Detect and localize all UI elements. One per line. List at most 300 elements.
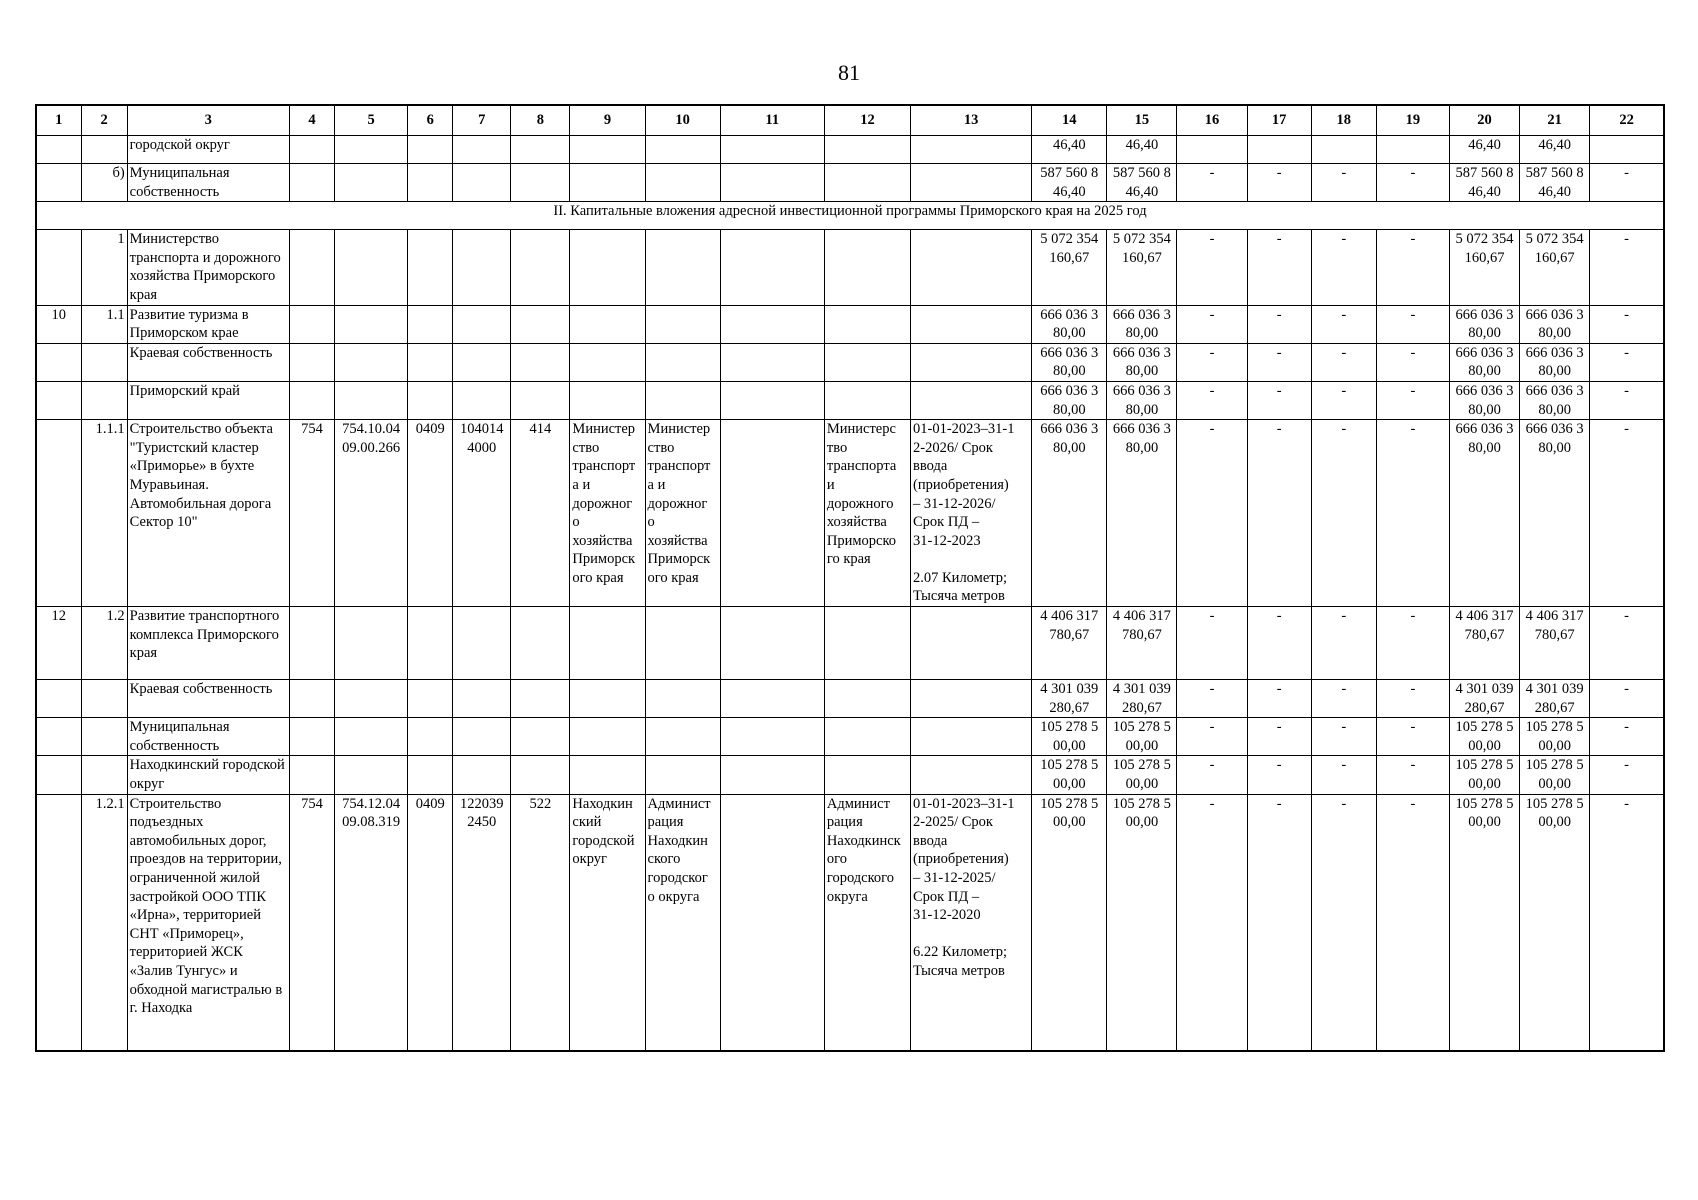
table-cell-col-5 [335,381,408,419]
table-cell-col-12 [824,756,910,794]
table-cell-col-11 [720,794,824,1051]
table-cell-col-18: - [1311,164,1376,202]
column-header-7: 7 [453,105,511,136]
table-cell-col-12 [824,305,910,343]
table-cell-col-4 [289,136,334,164]
table-row [36,230,1664,305]
section-title: II. Капитальные вложения адресной инвестиционной программы Приморского края на 2025 год [36,202,1664,230]
table-cell-col-17 [1247,136,1311,164]
table-cell-col-17: - [1247,680,1311,718]
table-cell-col-4 [289,756,334,794]
table-cell-col-6 [408,305,453,343]
table-cell-col-3: Краевая собственность [127,343,289,381]
table-cell-col-11 [720,718,824,756]
table-cell-col-19: - [1376,381,1449,419]
table-cell-col-20: 587 560 8 46,40 [1449,164,1519,202]
table-cell-col-21: 666 036 3 80,00 [1520,343,1590,381]
table-cell-col-5: 754.10.04 09.00.266 [335,420,408,607]
table-cell-col-10 [645,343,720,381]
table-cell-col-6 [408,164,453,202]
table-cell-col-22: - [1590,607,1664,680]
column-header-12: 12 [824,105,910,136]
table-cell-col-16: - [1177,420,1247,607]
table-row [36,680,1664,718]
table-cell-col-2: 1.2.1 [81,794,127,1051]
table-cell-col-8 [511,607,570,680]
table-cell-col-19: - [1376,230,1449,305]
table-row [36,381,1664,419]
table-cell-col-13: 01-01-2023–31-1 2-2025/ Срок ввода (приобретения) – 31-12-2025/ Срок ПД – 31-12-2020 6.22 Километр; Тысяча метров [911,794,1032,1051]
table-cell-col-20: 666 036 3 80,00 [1449,305,1519,343]
table-cell-col-13: 01-01-2023–31-1 2-2026/ Срок ввода (приобретения) – 31-12-2026/ Срок ПД – 31-12-2023 2.07 Километр; Тысяча метров [911,420,1032,607]
table-cell-col-20: 666 036 3 80,00 [1449,343,1519,381]
table-cell-col-5 [335,305,408,343]
table-cell-col-7 [453,343,511,381]
table-cell-col-8 [511,230,570,305]
table-cell-col-6 [408,756,453,794]
table-cell-col-8 [511,680,570,718]
table-cell-col-10 [645,756,720,794]
column-header-13: 13 [911,105,1032,136]
column-header-20: 20 [1449,105,1519,136]
table-cell-col-19: - [1376,164,1449,202]
table-cell-col-22: - [1590,230,1664,305]
table-cell-col-4: 754 [289,794,334,1051]
table-cell-col-15: 666 036 3 80,00 [1107,305,1177,343]
table-cell-col-3: Строительство объекта "Туристский кластер «Приморье» в бухте Муравьиная. Автомобильная дорога Сектор 10" [127,420,289,607]
table-cell-col-14: 105 278 5 00,00 [1032,794,1107,1051]
table-cell-col-2: 1.1.1 [81,420,127,607]
table-cell-col-1: 10 [36,305,81,343]
table-cell-col-21: 105 278 5 00,00 [1520,756,1590,794]
table-cell-col-16: - [1177,794,1247,1051]
column-header-6: 6 [408,105,453,136]
table-cell-col-17: - [1247,718,1311,756]
column-header-5: 5 [335,105,408,136]
table-cell-col-18: - [1311,756,1376,794]
table-cell-col-9 [570,381,645,419]
table-cell-col-16: - [1177,607,1247,680]
column-header-15: 15 [1107,105,1177,136]
table-cell-col-21: 587 560 8 46,40 [1520,164,1590,202]
table-cell-col-21: 5 072 354 160,67 [1520,230,1590,305]
table-cell-col-3: Муниципальная собственность [127,718,289,756]
table-row [36,718,1664,756]
table-cell-col-8 [511,381,570,419]
table-cell-col-9 [570,607,645,680]
table-cell-col-14: 46,40 [1032,136,1107,164]
table-cell-col-12 [824,136,910,164]
table-cell-col-21: 105 278 5 00,00 [1520,718,1590,756]
table-cell-col-16: - [1177,305,1247,343]
table-cell-col-17: - [1247,343,1311,381]
table-cell-col-14: 666 036 3 80,00 [1032,305,1107,343]
table-cell-col-19: - [1376,756,1449,794]
table-cell-col-18: - [1311,718,1376,756]
table-cell-col-8 [511,136,570,164]
table-cell-col-22: - [1590,343,1664,381]
table-cell-col-21: 666 036 3 80,00 [1520,381,1590,419]
table-cell-col-21: 4 406 317 780,67 [1520,607,1590,680]
table-cell-col-13 [911,718,1032,756]
table-cell-col-7 [453,381,511,419]
table-cell-col-1 [36,381,81,419]
table-cell-col-8 [511,343,570,381]
table-cell-col-7 [453,164,511,202]
column-header-19: 19 [1376,105,1449,136]
column-header-2: 2 [81,105,127,136]
table-cell-col-16: - [1177,756,1247,794]
column-header-21: 21 [1520,105,1590,136]
table-cell-col-2: 1.2 [81,607,127,680]
table-cell-col-3: Краевая собственность [127,680,289,718]
table-cell-col-12 [824,381,910,419]
table-cell-col-22: - [1590,305,1664,343]
table-cell-col-6 [408,230,453,305]
table-cell-col-5 [335,230,408,305]
column-header-16: 16 [1177,105,1247,136]
table-cell-col-5 [335,343,408,381]
table-cell-col-19: - [1376,305,1449,343]
table-cell-col-4 [289,164,334,202]
table-cell-col-3: Министерство транспорта и дорожного хозяйства Приморского края [127,230,289,305]
table-cell-col-9 [570,718,645,756]
table-cell-col-3: Приморский край [127,381,289,419]
column-header-22: 22 [1590,105,1664,136]
table-row [36,607,1664,680]
table-cell-col-19: - [1376,343,1449,381]
table-cell-col-14: 587 560 8 46,40 [1032,164,1107,202]
table-row [36,343,1664,381]
table-cell-col-9: Находкин ский городской округ [570,794,645,1051]
table-cell-col-10: Министер ство транспорт а и дорожног о хозяйства Приморск ого края [645,420,720,607]
table-cell-col-1 [36,343,81,381]
table-cell-col-9 [570,164,645,202]
table-cell-col-13 [911,756,1032,794]
table-cell-col-12 [824,164,910,202]
column-header-1: 1 [36,105,81,136]
table-cell-col-14: 666 036 3 80,00 [1032,343,1107,381]
column-header-3: 3 [127,105,289,136]
table-cell-col-21: 4 301 039 280,67 [1520,680,1590,718]
table-cell-col-19: - [1376,420,1449,607]
table-cell-col-15: 105 278 5 00,00 [1107,756,1177,794]
table-row [36,305,1664,343]
table-cell-col-19: - [1376,718,1449,756]
column-header-18: 18 [1311,105,1376,136]
table-cell-col-6: 0409 [408,794,453,1051]
table-row [36,794,1664,1051]
table-cell-col-22: - [1590,164,1664,202]
table-cell-col-8 [511,305,570,343]
table-cell-col-4 [289,381,334,419]
table-cell-col-19: - [1376,680,1449,718]
table-cell-col-21: 666 036 3 80,00 [1520,305,1590,343]
table-cell-col-16: - [1177,343,1247,381]
table-cell-col-7 [453,136,511,164]
table-cell-col-11 [720,343,824,381]
table-cell-col-9 [570,305,645,343]
table-cell-col-2 [81,136,127,164]
table-cell-col-2 [81,756,127,794]
table-cell-col-18: - [1311,381,1376,419]
table-cell-col-7 [453,607,511,680]
table-cell-col-2 [81,718,127,756]
section-row [36,202,1664,230]
table-cell-col-16: - [1177,718,1247,756]
table-cell-col-20: 5 072 354 160,67 [1449,230,1519,305]
table-cell-col-8: 414 [511,420,570,607]
table-cell-col-9 [570,230,645,305]
table-cell-col-11 [720,164,824,202]
table-cell-col-7 [453,230,511,305]
table-cell-col-18: - [1311,680,1376,718]
table-cell-col-13 [911,230,1032,305]
table-cell-col-9: Министер ство транспорт а и дорожног о хозяйства Приморск ого края [570,420,645,607]
table-cell-col-18: - [1311,343,1376,381]
table-cell-col-22 [1590,136,1664,164]
table-cell-col-1 [36,164,81,202]
table-cell-col-12 [824,343,910,381]
table-cell-col-5 [335,164,408,202]
table-cell-col-4 [289,718,334,756]
table-cell-col-18: - [1311,305,1376,343]
table-cell-col-4 [289,230,334,305]
table-cell-col-18: - [1311,230,1376,305]
table-cell-col-17: - [1247,164,1311,202]
table-cell-col-10 [645,381,720,419]
table-cell-col-22: - [1590,680,1664,718]
table-cell-col-11 [720,420,824,607]
table-cell-col-1 [36,718,81,756]
table-cell-col-22: - [1590,794,1664,1051]
table-cell-col-12 [824,680,910,718]
table-cell-col-6 [408,680,453,718]
table-cell-col-10 [645,136,720,164]
table-cell-col-22: - [1590,381,1664,419]
table-cell-col-2 [81,343,127,381]
table-cell-col-12: Министерс тво транспорта и дорожного хозяйства Приморско го края [824,420,910,607]
table-cell-col-16 [1177,136,1247,164]
table-cell-col-5 [335,756,408,794]
table-cell-col-22: - [1590,756,1664,794]
table-cell-col-13 [911,607,1032,680]
table-cell-col-15: 666 036 3 80,00 [1107,343,1177,381]
table-cell-col-3: Муниципальная собственность [127,164,289,202]
table-cell-col-12 [824,230,910,305]
table-cell-col-6 [408,381,453,419]
column-header-8: 8 [511,105,570,136]
table-cell-col-11 [720,230,824,305]
table-cell-col-18: - [1311,420,1376,607]
table-cell-col-16: - [1177,680,1247,718]
table-cell-col-22: - [1590,718,1664,756]
table-cell-col-6 [408,607,453,680]
table-cell-col-14: 666 036 3 80,00 [1032,420,1107,607]
table-cell-col-15: 4 406 317 780,67 [1107,607,1177,680]
table-cell-col-13 [911,164,1032,202]
table-cell-col-1 [36,794,81,1051]
table-cell-col-6 [408,718,453,756]
table-cell-col-19: - [1376,607,1449,680]
table-cell-col-13 [911,305,1032,343]
table-cell-col-2: 1 [81,230,127,305]
table-cell-col-8: 522 [511,794,570,1051]
table-cell-col-10 [645,718,720,756]
table-cell-col-15: 46,40 [1107,136,1177,164]
table-cell-col-14: 5 072 354 160,67 [1032,230,1107,305]
column-header-17: 17 [1247,105,1311,136]
table-cell-col-8 [511,718,570,756]
table-cell-col-16: - [1177,230,1247,305]
table-cell-col-10 [645,305,720,343]
column-header-11: 11 [720,105,824,136]
table-cell-col-4: 754 [289,420,334,607]
page-number: 81 [838,60,860,85]
table-cell-col-5 [335,680,408,718]
table-cell-col-7: 104014 4000 [453,420,511,607]
table-cell-col-1 [36,756,81,794]
table-cell-col-16: - [1177,164,1247,202]
table-cell-col-6: 0409 [408,420,453,607]
table-cell-col-4 [289,607,334,680]
table-cell-col-12: Админист рация Находкинск ого городского округа [824,794,910,1051]
table-cell-col-2 [81,680,127,718]
table-cell-col-20: 4 301 039 280,67 [1449,680,1519,718]
table-cell-col-20: 4 406 317 780,67 [1449,607,1519,680]
table-cell-col-17: - [1247,230,1311,305]
table-cell-col-3: Строительство подъездных автомобильных дорог, проездов на территории, ограниченной жилой застройкой ООО ТПК «Ирна», территорией СНТ «Приморец», территорией ЖСК «Залив Тунгус» и обходной магистралью в г. Находка [127,794,289,1051]
table-cell-col-14: 666 036 3 80,00 [1032,381,1107,419]
table-cell-col-7 [453,756,511,794]
table-cell-col-6 [408,343,453,381]
table-cell-col-5: 754.12.04 09.08.319 [335,794,408,1051]
investment-table [35,104,1665,1052]
table-cell-col-12 [824,718,910,756]
table-cell-col-15: 4 301 039 280,67 [1107,680,1177,718]
table-cell-col-18: - [1311,794,1376,1051]
table-cell-col-5 [335,607,408,680]
table-cell-col-3: городской округ [127,136,289,164]
table-cell-col-14: 105 278 5 00,00 [1032,718,1107,756]
table-cell-col-15: 105 278 5 00,00 [1107,718,1177,756]
table-cell-col-18 [1311,136,1376,164]
column-header-9: 9 [570,105,645,136]
table-cell-col-20: 666 036 3 80,00 [1449,420,1519,607]
table-cell-col-9 [570,343,645,381]
table-cell-col-17: - [1247,794,1311,1051]
table-cell-col-15: 666 036 3 80,00 [1107,381,1177,419]
table-cell-col-17: - [1247,420,1311,607]
table-cell-col-1 [36,230,81,305]
table-cell-col-10 [645,680,720,718]
table-cell-col-14: 4 301 039 280,67 [1032,680,1107,718]
table-row [36,164,1664,202]
table-cell-col-13 [911,680,1032,718]
table-cell-col-21: 666 036 3 80,00 [1520,420,1590,607]
table-cell-col-21: 105 278 5 00,00 [1520,794,1590,1051]
table-cell-col-13 [911,381,1032,419]
column-header-4: 4 [289,105,334,136]
table-cell-col-17: - [1247,756,1311,794]
table-cell-col-20: 105 278 5 00,00 [1449,756,1519,794]
table-cell-col-5 [335,136,408,164]
table-cell-col-11 [720,756,824,794]
table-cell-col-7 [453,718,511,756]
table-cell-col-13 [911,343,1032,381]
table-cell-col-10 [645,164,720,202]
table-cell-col-18: - [1311,607,1376,680]
table-cell-col-17: - [1247,381,1311,419]
table-cell-col-10: Админист рация Находкин ского городског о округа [645,794,720,1051]
table-cell-col-5 [335,718,408,756]
table-cell-col-8 [511,164,570,202]
table-row [36,136,1664,164]
table-row [36,756,1664,794]
table-cell-col-11 [720,136,824,164]
table-cell-col-1 [36,680,81,718]
table-cell-col-15: 587 560 8 46,40 [1107,164,1177,202]
table-cell-col-21: 46,40 [1520,136,1590,164]
table-cell-col-4 [289,305,334,343]
table-cell-col-1 [36,420,81,607]
table-cell-col-7: 122039 2450 [453,794,511,1051]
table-cell-col-8 [511,756,570,794]
table-row [36,420,1664,607]
table-cell-col-11 [720,680,824,718]
table-cell-col-3: Находкинский городской округ [127,756,289,794]
table-cell-col-20: 46,40 [1449,136,1519,164]
table-cell-col-13 [911,136,1032,164]
table-cell-col-7 [453,680,511,718]
table-cell-col-7 [453,305,511,343]
table-cell-col-9 [570,680,645,718]
table-cell-col-2 [81,381,127,419]
table-cell-col-20: 105 278 5 00,00 [1449,794,1519,1051]
table-cell-col-20: 105 278 5 00,00 [1449,718,1519,756]
table-cell-col-16: - [1177,381,1247,419]
header-row [36,105,1664,136]
table-cell-col-10 [645,607,720,680]
table-cell-col-1: 12 [36,607,81,680]
table-cell-col-11 [720,607,824,680]
table-cell-col-2: б) [81,164,127,202]
table-cell-col-4 [289,680,334,718]
table-cell-col-17: - [1247,305,1311,343]
table-cell-col-15: 105 278 5 00,00 [1107,794,1177,1051]
table-cell-col-14: 4 406 317 780,67 [1032,607,1107,680]
table-cell-col-4 [289,343,334,381]
table-cell-col-22: - [1590,420,1664,607]
table-cell-col-12 [824,607,910,680]
table-cell-col-3: Развитие туризма в Приморском крае [127,305,289,343]
table-cell-col-10 [645,230,720,305]
table-cell-col-14: 105 278 5 00,00 [1032,756,1107,794]
table-cell-col-15: 5 072 354 160,67 [1107,230,1177,305]
table-cell-col-11 [720,381,824,419]
table-cell-col-19: - [1376,794,1449,1051]
table-cell-col-15: 666 036 3 80,00 [1107,420,1177,607]
table-cell-col-2: 1.1 [81,305,127,343]
table-cell-col-11 [720,305,824,343]
table-cell-col-9 [570,136,645,164]
table-cell-col-3: Развитие транспортного комплекса Приморского края [127,607,289,680]
table-cell-col-19 [1376,136,1449,164]
column-header-14: 14 [1032,105,1107,136]
table-cell-col-6 [408,136,453,164]
table-cell-col-9 [570,756,645,794]
table-cell-col-17: - [1247,607,1311,680]
